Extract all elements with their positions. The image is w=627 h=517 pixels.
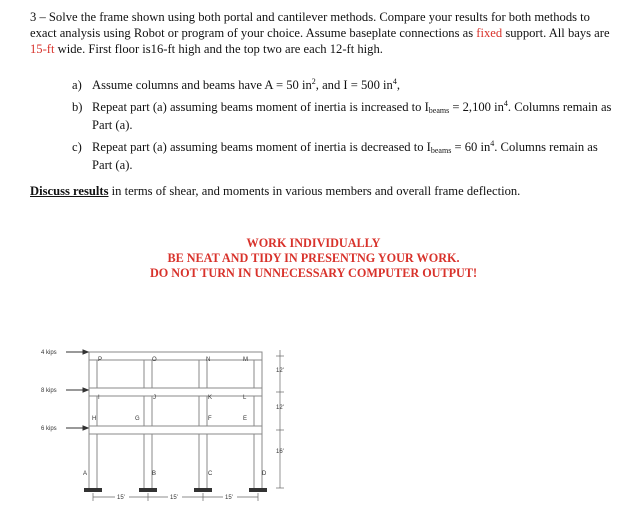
fixed-support-c	[194, 488, 212, 492]
task-text: ,	[396, 78, 400, 92]
discuss-heading: Discuss results	[30, 184, 109, 198]
load-label-third: 8 kips	[41, 388, 57, 394]
column-line-3	[199, 352, 207, 489]
load-label-roof: 4 kips	[41, 350, 57, 356]
task-text: . Columns remain as Part (a).	[92, 100, 612, 132]
node-label-l: L	[243, 395, 247, 401]
node-label-k: K	[208, 395, 213, 401]
task-text: = 2,100 in	[449, 100, 504, 114]
height-label-bottom: 16'	[276, 449, 284, 455]
problem-intro-1: Solve the frame shown using both portal and cantilever methods. Compare your results for both methods to exact analysis using Robot or program of your choice. Assume baseplate connections as	[30, 10, 590, 40]
panel	[98, 361, 144, 388]
warning-line-1: WORK INDIVIDUALLY	[246, 236, 381, 250]
superscript: 2	[311, 77, 316, 86]
node-label-m: M	[243, 357, 248, 363]
superscript: 4	[392, 77, 397, 86]
node-label-c: C	[208, 471, 213, 477]
bay-width-value: 15-ft	[30, 42, 55, 56]
task-text: . Columns remain as Part (a).	[92, 140, 598, 172]
node-label-p: P	[98, 357, 103, 363]
fixed-support-a	[84, 488, 102, 492]
task-text: Repeat part (a) assuming beams moment of inertia is increased to I	[92, 100, 429, 114]
discuss-text: in terms of shear, and moments in various members and overall frame deflection.	[108, 184, 521, 198]
node-label-b: B	[152, 471, 157, 477]
fixed-keyword: fixed	[476, 26, 503, 40]
column-line-2	[144, 352, 152, 489]
warning-line-2: BE NEAT AND TIDY IN PRESENTNG YOUR WORK.	[167, 251, 460, 265]
task-label: c)	[72, 140, 82, 154]
fixed-support-b	[139, 488, 157, 492]
arrow-head-icon	[83, 388, 88, 392]
subscript: beams	[430, 146, 452, 155]
node-label-e: E	[243, 416, 248, 422]
task-label: a)	[72, 78, 82, 92]
task-text: Repeat part (a) assuming beams moment of inertia is decreased to I	[92, 140, 431, 154]
warning-line-3: DO NOT TURN IN UNNECESSARY COMPUTER OUTPUT!	[149, 266, 478, 280]
node-label-h: H	[92, 416, 97, 422]
arrow-head-icon	[83, 350, 88, 354]
second-floor-beam	[89, 426, 262, 434]
superscript: 4	[490, 139, 495, 148]
node-label-i: I	[98, 395, 100, 401]
problem-intro-3: wide. First floor is16-ft high and the top two are each 12-ft high.	[54, 42, 383, 56]
roof-beam	[89, 352, 262, 360]
height-label-top: 12'	[276, 368, 284, 374]
problem-number: 3 –	[30, 10, 49, 24]
node-label-j: J	[153, 395, 156, 401]
bay-label-3: 15'	[225, 495, 233, 501]
superscript: 4	[503, 99, 508, 108]
fixed-supports	[84, 488, 267, 492]
node-label-d: D	[262, 471, 267, 477]
node-label-a: A	[83, 471, 88, 477]
node-label-g: G	[135, 416, 140, 422]
panel	[153, 361, 199, 388]
arrow-head-icon	[83, 426, 88, 430]
node-label-f: F	[208, 416, 212, 422]
bay-label-2: 15'	[170, 495, 178, 501]
fixed-support-d	[249, 488, 267, 492]
node-label-n: N	[206, 357, 211, 363]
task-text: , and I = 500 in	[315, 78, 393, 92]
task-label: b)	[72, 100, 83, 114]
problem-intro-2: support. All bays are	[502, 26, 610, 40]
task-text: Assume columns and beams have A = 50 in	[92, 78, 312, 92]
subscript: beams	[428, 106, 450, 115]
load-label-second: 6 kips	[41, 426, 57, 432]
node-label-o: O	[152, 357, 157, 363]
third-floor-beam	[89, 388, 262, 396]
bay-label-1: 15'	[117, 495, 125, 501]
height-label-middle: 12'	[276, 405, 284, 411]
panel	[208, 361, 254, 388]
task-text: = 60 in	[451, 140, 491, 154]
column-line-4	[254, 352, 262, 489]
